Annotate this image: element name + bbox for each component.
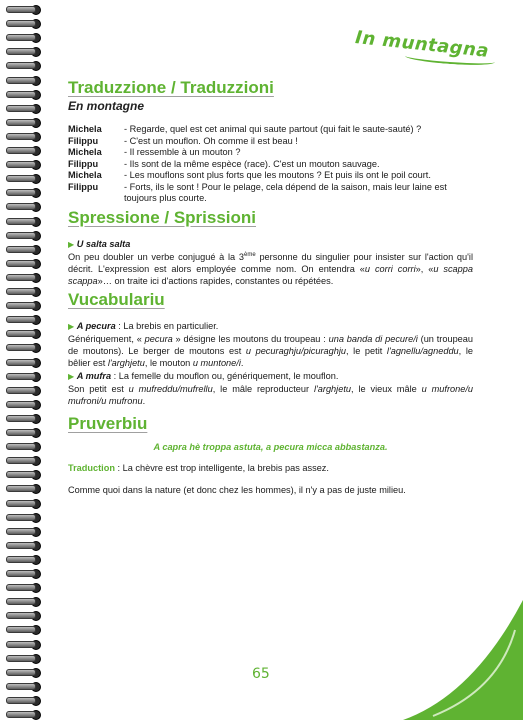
spiral-ring <box>4 707 42 720</box>
line-text: - Ils sont de la même espèce (race). C'est un mouton sauvage. <box>124 158 380 169</box>
translation-subtitle: En montagne <box>68 99 145 113</box>
spiral-ring <box>4 481 42 494</box>
speaker: Filippu <box>68 158 99 169</box>
spiral-ring <box>4 284 42 297</box>
spiral-ring <box>4 256 42 269</box>
spiral-ring <box>4 58 42 71</box>
speaker: Filippu <box>68 135 99 146</box>
spiral-ring <box>4 355 42 368</box>
spiral-ring <box>4 566 42 579</box>
spiral-ring <box>4 185 42 198</box>
expression-term: U salta salta <box>76 239 131 249</box>
proverb-comment: Comme quoi dans la nature (et donc chez les hommes), il n'y a pas de juste milieu. <box>68 485 406 495</box>
spiral-ring <box>4 199 42 212</box>
spiral-ring <box>4 340 42 353</box>
dialogue-line <box>68 147 480 159</box>
chapter-title: In muntagna <box>354 27 490 62</box>
speaker: Michela <box>68 124 102 134</box>
spiral-ring <box>4 467 42 480</box>
spiral-ring <box>4 44 42 57</box>
dialogue-line <box>68 124 480 136</box>
spiral-ring <box>4 679 42 692</box>
dialogue-line <box>68 170 480 182</box>
spiral-ring <box>4 552 42 565</box>
expression-explanation: On peu doubler un verbe conjugué à la 3ème personne du singulier pour insister sur l'action qu'il décrit. L'expression est alors employée comme nom. On entendra «u corri corri», «u scappa scappa»… on traite ici d'actions rapides, constantes ou répétées. <box>68 251 473 286</box>
spiral-ring <box>4 693 42 706</box>
vocabulary-heading: Vucabulariu <box>68 290 165 309</box>
spiral-ring <box>4 30 42 43</box>
vocab-term: A pecura <box>76 321 116 331</box>
proverb-translation: Traduction : La chèvre est trop intelligente, la brebis pas assez. <box>68 463 329 473</box>
spiral-ring <box>4 73 42 86</box>
spiral-ring <box>4 496 42 509</box>
translation-label: Traduction <box>68 463 115 473</box>
expression-block <box>68 238 473 287</box>
speaker: Michela <box>68 147 102 157</box>
spiral-ring <box>4 143 42 156</box>
vocab-term: A mufra <box>76 371 112 381</box>
spiral-ring <box>4 171 42 184</box>
triangle-bullet-icon: ▶ <box>68 372 75 381</box>
dialogue <box>68 124 480 205</box>
spiral-ring <box>4 326 42 339</box>
spiral-ring <box>4 129 42 142</box>
spiral-ring <box>4 453 42 466</box>
spiral-ring <box>4 228 42 241</box>
spiral-ring <box>4 538 42 551</box>
dialogue-line <box>68 159 480 171</box>
spiral-ring <box>4 580 42 593</box>
spiral-ring <box>4 524 42 537</box>
green-corner-decoration <box>403 600 523 720</box>
spiral-ring <box>4 312 42 325</box>
triangle-bullet-icon: ▶ <box>68 322 75 331</box>
spiral-ring <box>4 369 42 382</box>
dialogue-line <box>68 182 480 205</box>
line-text: - Il ressemble à un mouton ? <box>124 147 241 157</box>
speaker: Michela <box>68 170 102 180</box>
translation-heading: Traduzzione / Traduzzioni <box>68 78 274 97</box>
spiral-ring <box>4 425 42 438</box>
spiral-ring <box>4 439 42 452</box>
line-text: - C'est un mouflon. Oh comme il est beau ! <box>124 135 298 146</box>
spiral-ring <box>4 214 42 227</box>
spiral-ring <box>4 637 42 650</box>
proverb-heading: Pruverbiu <box>68 414 148 433</box>
expression-term-line <box>68 238 473 251</box>
spiral-ring <box>4 115 42 128</box>
spiral-ring <box>4 665 42 678</box>
spiral-ring <box>4 16 42 29</box>
page-number: 65 <box>252 666 270 682</box>
line-text: - Les mouflons sont plus forts que les moutons ? Et puis ils ont le poil court. <box>124 170 431 180</box>
spiral-ring <box>4 101 42 114</box>
spiral-ring <box>4 510 42 523</box>
vocab-entry-pecura: ▶ A pecura : La brebis en particulier. Génériquement, « pecura » désigne les moutons du troupeau : una banda di pecure/i (un troupeau de moutons). Le berger de moutons est u pecuraghju/picuraghju, le petit l'agnellu/agneddu, le bêlier est l'arghjetu, le mouton u muntone/i. <box>68 321 474 368</box>
spiral-ring <box>4 270 42 283</box>
proverb-text: A capra hè troppa astuta, a pecura micca abbastanza. <box>153 442 388 452</box>
spiral-ring <box>4 157 42 170</box>
spiral-ring <box>4 622 42 635</box>
spiral-ring <box>4 411 42 424</box>
line-text: - Forts, ils le sont ! Pour le pelage, cela dépend de la saison, mais leur laine est toujours plus courte. <box>124 181 447 203</box>
vocab-entry-mufra: ▶ A mufra : La femelle du mouflon ou, génériquement, le mouflon. Son petit est u mufreddu/mufrellu, le mâle reproducteur l'arghjetu, le vieux mâle u mufrone/u mufroni/u mufronu. <box>68 371 473 406</box>
spiral-ring <box>4 242 42 255</box>
dialogue-line <box>68 136 480 148</box>
spiral-ring <box>4 651 42 664</box>
triangle-bullet-icon: ▶ <box>68 240 75 249</box>
spiral-ring <box>4 397 42 410</box>
spiral-ring <box>4 383 42 396</box>
spiral-binding <box>4 2 44 718</box>
expression-heading: Spressione / Sprissioni <box>68 208 257 227</box>
spiral-ring <box>4 2 42 15</box>
spiral-ring <box>4 608 42 621</box>
spiral-ring <box>4 298 42 311</box>
speaker: Filippu <box>68 181 99 192</box>
spiral-ring <box>4 87 42 100</box>
spiral-ring <box>4 594 42 607</box>
line-text: - Regarde, quel est cet animal qui saute partout (qui fait le saute-sauté) ? <box>124 124 422 134</box>
